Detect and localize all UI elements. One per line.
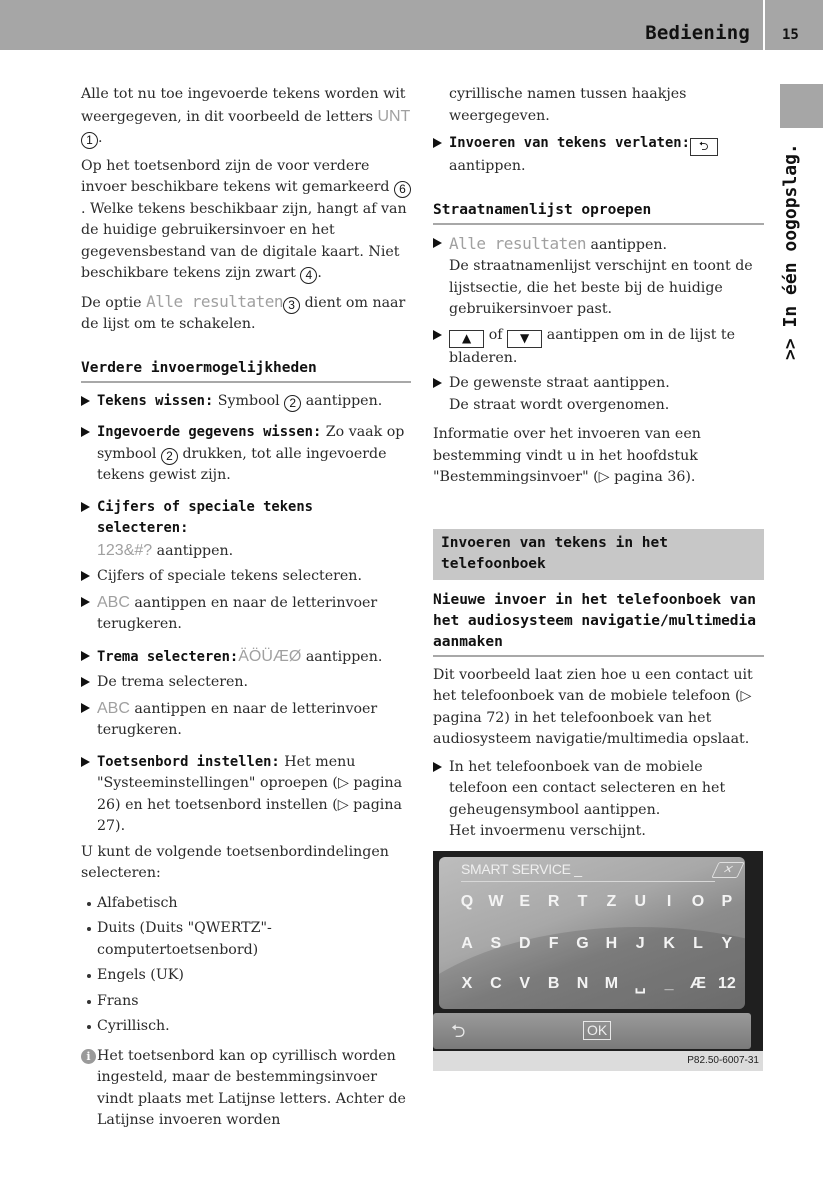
bullet-triangle-icon [81,757,90,767]
bullet-triangle-icon [81,703,90,713]
paragraph [81,156,411,285]
text: aantippen om in de lijst te bladeren. [449,326,736,366]
delete-icon[interactable]: ✕ [711,862,744,878]
device-screenshot [433,851,763,1071]
section-heading: Straatnamenlijst oproepen [433,200,764,225]
bullet-triangle-icon [81,677,90,687]
key[interactable]: X [461,974,473,992]
paragraph-continued: cyrillische namen tussen haakjes weergegeven. [449,86,687,124]
layout-option: Alfabetisch [81,893,411,915]
key[interactable]: I [666,892,672,910]
numbers-key[interactable]: 12 [717,974,736,992]
layout-option: Cyrillisch. [81,1016,411,1038]
keyboard-row [455,893,739,911]
bullet-triangle-icon [81,427,90,437]
key[interactable]: J [635,934,645,952]
text: Het menu "Systeeminstellingen" oproepen (▷ pagina 26) en het toetsenbord instellen (▷ pagina 27). [97,753,403,834]
keyboard-row [455,975,739,995]
bullet-triangle-icon [433,762,442,772]
right-column [433,84,764,1071]
key[interactable]: F [548,934,559,952]
text: aantippen. [301,392,383,409]
list-item [81,698,411,742]
layouts-intro: U kunt de volgende toetsenbordindelingen selecteren: [81,843,389,881]
bold-label: Tekens wissen: [97,392,214,409]
key[interactable]: V [519,974,531,992]
bullet-triangle-icon [81,597,90,607]
ui-text-numbers: 123&#? [97,541,153,559]
text: Zo vaak op symbool [97,424,405,462]
bold-label: Ingevoerde gegevens wissen: [97,424,322,440]
list-item [81,752,411,838]
back-key-icon: ⮌ [690,138,718,156]
callout-number: 2 [284,395,301,412]
layout-option: Frans [81,991,411,1013]
bullet-triangle-icon [81,396,90,406]
key[interactable]: P [721,892,733,910]
text: Op het toetsenbord zijn de voor verdere invoer beschikbare tekens wit gemarkeerd [81,157,394,195]
keyboard-row [455,935,739,953]
text: aantippen. [301,648,383,665]
page-number-box [765,0,823,50]
key[interactable]: O [691,892,705,910]
ui-text-all-results: Alle resultaten [146,291,284,311]
text: Alle tot nu toe ingevoerde tekens worden wit weergegeven, in dit voorbeeld de letters [81,86,406,125]
key[interactable]: M [604,974,619,992]
text: Cijfers of speciale tekens selecteren. [97,568,362,584]
key[interactable]: S [490,934,502,952]
section-heading: Verdere invoermogelijkheden [81,358,411,383]
key[interactable]: C [490,974,502,992]
ui-text-abc: ABC [97,699,130,717]
list-item [433,325,764,370]
key[interactable]: U [634,892,647,910]
list-item [81,391,411,413]
ui-text-unt: UNT [377,107,411,125]
keyboard-bottom-bar [433,1013,751,1049]
info-icon: i [81,1049,96,1064]
scroll-up-key-icon: ▲ [449,330,484,348]
back-icon[interactable]: ⮌ [451,1020,466,1042]
list-item [81,422,411,487]
key[interactable]: T [577,892,588,910]
bullet-triangle-icon [433,330,442,340]
text: dient om naar de lijst om te schakelen. [81,294,406,332]
key[interactable]: E [519,892,531,910]
result-text: De straatnamenlijst verschijnt en toont de lijstsectie, die het beste bij de huidige gebruikersinvoer past. [449,258,753,317]
section-heading: Nieuwe invoer in het telefoonboek van het audiosysteem navigatie/multimedia aanmaken [433,590,764,657]
input-underline [461,881,715,882]
callout-number: 2 [161,448,178,465]
text: Het toetsenbord kan op cyrillisch worden ingesteld, maar de bestemmingsinvoer vindt plaats met Latijnse letters. Achter de Latijnse invoeren worden [97,1047,406,1128]
scroll-down-key-icon: ▼ [507,330,542,348]
bold-label: Invoeren van tekens verlaten: [449,135,690,151]
list-item [81,672,411,694]
text: aantippen en naar de letterinvoer terugkeren. [97,594,378,632]
text: aantippen. [152,542,234,559]
key[interactable]: D [518,934,531,952]
bold-label: Cijfers of speciale tekens selecteren: [97,498,313,536]
result-text: De straat wordt overgenomen. [449,396,670,413]
bullet-triangle-icon [81,571,90,581]
keyboard-screen [439,857,745,1009]
callout-number: 4 [300,267,317,284]
list-item [81,566,411,588]
left-column [81,84,411,1132]
key[interactable]: Æ [690,974,706,992]
text: In het telefoonboek van de mobiele telefoon een contact selecteren en het geheugensymbool aantippen. [449,758,726,818]
text: aantippen en naar de letterinvoer terugkeren. [97,700,378,738]
key[interactable]: Q [460,892,474,910]
key[interactable]: L [693,934,703,952]
list-item [81,592,411,636]
key[interactable]: W [488,892,504,910]
list-item [433,233,764,321]
underscore-key[interactable]: _ [664,974,674,992]
section-title: Bediening [645,22,750,44]
key[interactable]: H [605,934,618,952]
text: of [484,326,508,343]
side-tab-marker [780,84,823,128]
bullet-triangle-icon [81,651,90,661]
chapter-heading: Invoeren van tekens in het telefoonboek [433,529,764,580]
layout-option: Engels (UK) [81,965,411,987]
result-text: Het invoermenu verschijnt. [449,823,646,839]
list-item [81,497,411,563]
text: . Welke tekens beschikbaar zijn, hangt af van de huidige gebruikersinvoer en het gegevensbestand van de digitale kaart. Niet beschikbare tekens zijn zwart [81,200,407,281]
text: . [98,130,103,146]
bullet-triangle-icon [433,378,442,388]
bullet-triangle-icon [433,138,442,148]
list-item [433,757,764,843]
ok-button[interactable]: OK [583,1021,611,1040]
bold-label: Toetsenbord instellen: [97,753,280,770]
list-item [81,646,411,669]
key[interactable]: Z [606,892,617,910]
paragraph: Dit voorbeeld laat zien hoe u een contact uit het telefoonboek van de mobiele telefoon (▷ pagina 72) in het telefoonboek van het audiosysteem navigatie/multimedia opslaat. [433,666,753,747]
text: aantippen. [449,158,526,174]
header-bar [0,0,763,50]
key[interactable]: G [576,934,589,952]
callout-number: 6 [394,181,411,198]
paragraph [81,84,411,150]
ui-text-abc: ABC [97,593,130,611]
side-chapter-label: >> In één oogopslag. [780,143,801,360]
key[interactable]: B [547,974,560,992]
paragraph [81,291,411,336]
key[interactable]: A [461,934,473,952]
text: De gewenste straat aantippen. [449,375,670,391]
key[interactable]: R [547,892,560,910]
key[interactable]: K [663,934,675,952]
list-item [433,373,764,416]
text: De optie [81,294,147,311]
text: aantippen. [586,236,668,253]
ui-text-umlauts: ÄÖÜÆØ [238,647,302,665]
bullet-triangle-icon [81,502,90,512]
info-paragraph: Informatie over het invoeren van een bestemming vindt u in het hoofdstuk "Bestemmingsinvoer" (▷ pagina 36). [433,426,701,485]
key[interactable]: N [576,974,589,992]
text: . [317,265,322,281]
text: De trema selecteren. [97,674,249,690]
callout-number: 1 [81,132,98,149]
layout-option: Duits (Duits "QWERTZ"-computertoetsenbord) [81,918,411,961]
text: Symbool [213,392,285,409]
info-note [81,1046,411,1132]
page-number: 15 [782,27,799,43]
ui-text-all-results: Alle resultaten [449,233,586,253]
key[interactable]: Y [721,934,733,952]
callout-number: 3 [283,297,300,314]
bold-label: Trema selecteren: [97,648,239,665]
text-input-field[interactable]: SMART SERVICE _ [461,860,582,877]
space-key[interactable]: ␣ [634,976,646,994]
list-item [433,133,764,178]
bullet-triangle-icon [433,238,442,248]
text: drukken, tot alle ingevoerde tekens gewist zijn. [97,445,387,483]
figure-caption: P82.50-6007-31 [433,1051,763,1071]
